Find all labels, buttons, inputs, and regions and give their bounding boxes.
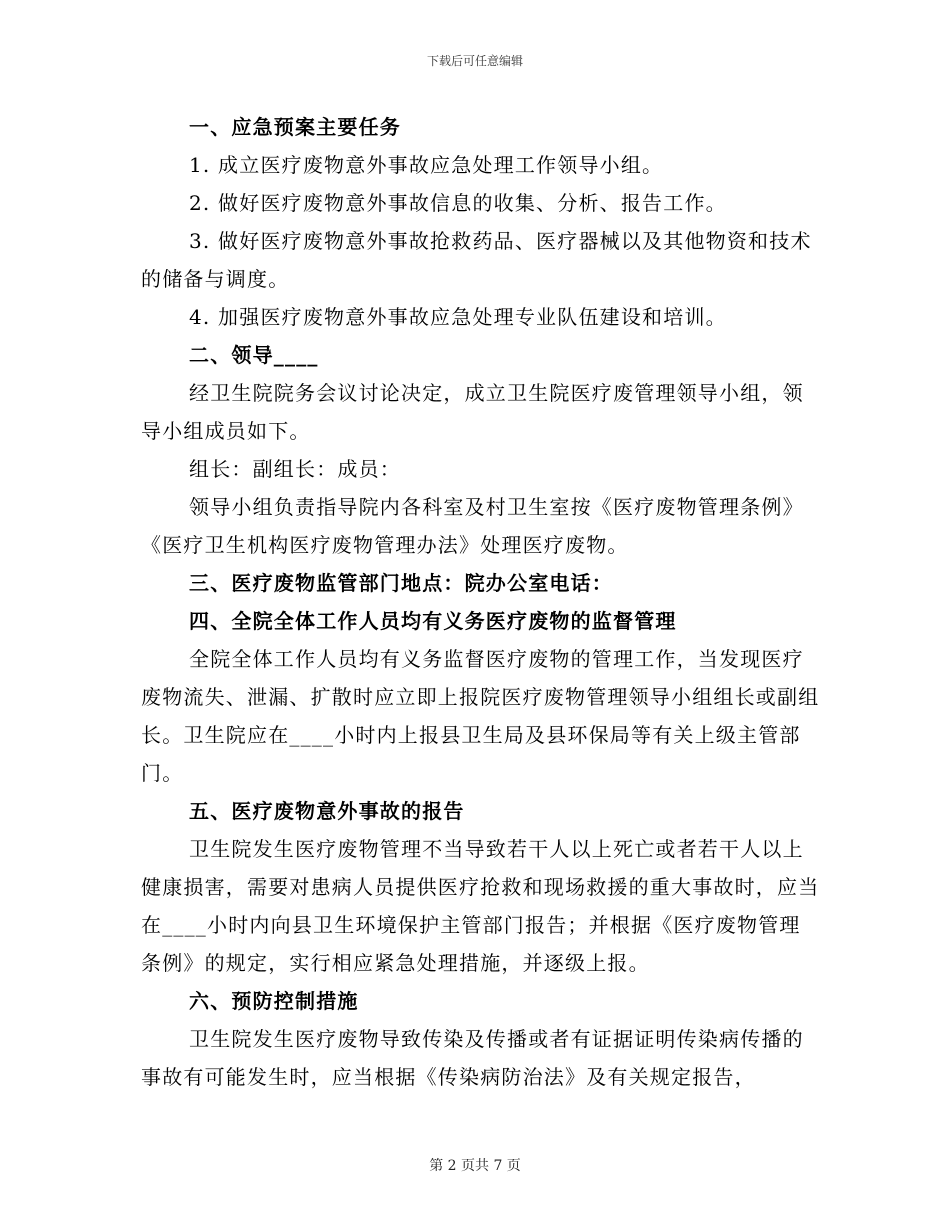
page-footer: 第 2 页共 7 页	[429, 1158, 521, 1174]
header-note: 下载后可任意编辑	[426, 54, 523, 68]
paragraph: 组长：副组长：成员：	[189, 457, 401, 481]
paragraph: 全院全体工作人员均有义务监督医疗废物的管理工作，当发现医疗废物流失、泄漏、扩散时应立即上报院医疗废物管理领导小组组长或副组长。卫生院应在____小时内上报县卫生局及县环保局等有关上级主管部门。	[141, 647, 820, 785]
list-item: 2. 做好医疗废物意外事故信息的收集、分析、报告工作。	[189, 191, 727, 215]
paragraph: 领导小组负责指导院内各科室及村卫生室按《医疗废物管理条例》《医疗卫生机构医疗废物管理办法》处理医疗废物。	[141, 495, 804, 557]
paragraph: 卫生院发生医疗废物导致传染及传播或者有证据证明传染病传播的事故有可能发生时，应当根据《传染病防治法》及有关规定报告，	[141, 1027, 804, 1089]
document-body	[141, 108, 821, 1096]
section-heading-4: 四、全院全体工作人员均有义务医疗废物的监督管理	[189, 609, 677, 633]
paragraph: 经卫生院院务会议讨论决定，成立卫生院医疗废管理领导小组，领导小组成员如下。	[141, 381, 804, 443]
section-heading-1: 一、应急预案主要任务	[189, 115, 401, 139]
section-heading-6: 六、预防控制措施	[189, 989, 359, 1013]
list-item: 4. 加强医疗废物意外事故应急处理专业队伍建设和培训。	[189, 305, 727, 329]
list-item: 1. 成立医疗废物意外事故应急处理工作领导小组。	[189, 153, 664, 177]
paragraph: 卫生院发生医疗废物管理不当导致若干人以上死亡或者若干人以上健康损害，需要对患病人员提供医疗抢救和现场救援的重大事故时，应当在____小时内向县卫生环境保护主管部门报告；并根据《医疗废物管理条例》的规定，实行相应紧急处理措施，并逐级上报。	[141, 837, 820, 975]
section-heading-5: 五、医疗废物意外事故的报告	[189, 799, 465, 823]
section-heading-3: 三、医疗废物监管部门地点：院办公室电话：	[189, 571, 613, 595]
list-item: 3. 做好医疗废物意外事故抢救药品、医疗器械以及其他物资和技术的储备与调度。	[141, 229, 812, 291]
section-heading-2: 二、领导____	[189, 343, 319, 367]
